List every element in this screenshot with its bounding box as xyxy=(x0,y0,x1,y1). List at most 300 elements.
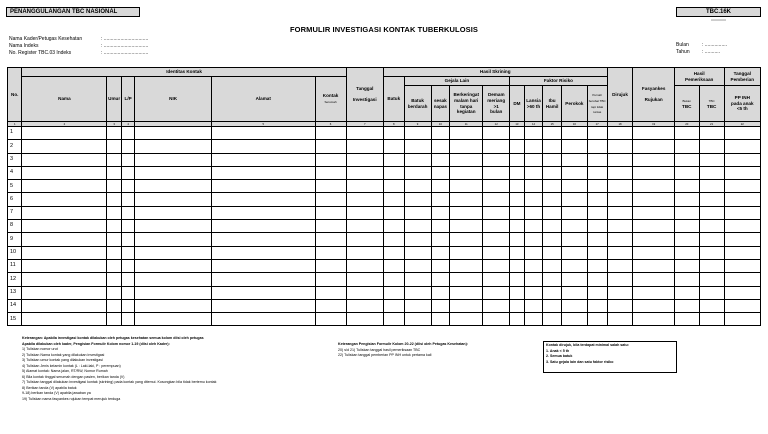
table-cell[interactable] xyxy=(450,206,483,219)
table-cell[interactable] xyxy=(22,140,107,153)
table-cell[interactable] xyxy=(346,313,383,326)
table-cell[interactable] xyxy=(587,180,607,193)
table-cell[interactable] xyxy=(346,166,383,179)
table-cell[interactable] xyxy=(510,313,524,326)
table-cell[interactable] xyxy=(315,233,346,246)
table-cell[interactable] xyxy=(633,153,674,166)
table-cell[interactable] xyxy=(22,259,107,272)
table-cell[interactable] xyxy=(404,220,431,233)
table-cell[interactable] xyxy=(315,299,346,312)
table-cell[interactable] xyxy=(543,193,562,206)
table-cell[interactable] xyxy=(561,313,587,326)
table-cell[interactable] xyxy=(121,246,134,259)
table-cell[interactable] xyxy=(404,180,431,193)
table-cell[interactable] xyxy=(524,193,543,206)
table-cell[interactable] xyxy=(315,193,346,206)
table-cell[interactable] xyxy=(135,206,212,219)
table-cell[interactable] xyxy=(211,127,315,140)
table-cell[interactable] xyxy=(135,220,212,233)
table-cell[interactable] xyxy=(674,193,699,206)
table-cell[interactable] xyxy=(22,220,107,233)
table-cell[interactable] xyxy=(22,166,107,179)
table-cell[interactable] xyxy=(543,127,562,140)
table-cell[interactable] xyxy=(699,166,724,179)
table-cell[interactable] xyxy=(674,313,699,326)
table-cell[interactable] xyxy=(431,286,450,299)
table-cell[interactable] xyxy=(561,206,587,219)
meta-field[interactable] xyxy=(9,43,189,50)
table-cell[interactable] xyxy=(483,286,510,299)
table-cell[interactable] xyxy=(346,246,383,259)
table-cell[interactable] xyxy=(724,180,760,193)
table-cell[interactable] xyxy=(211,193,315,206)
table-cell[interactable] xyxy=(543,273,562,286)
table-cell[interactable] xyxy=(431,166,450,179)
table-cell[interactable] xyxy=(107,273,121,286)
table-cell[interactable] xyxy=(587,246,607,259)
table-cell[interactable] xyxy=(121,220,134,233)
table-cell[interactable] xyxy=(383,259,404,272)
table-cell[interactable] xyxy=(404,313,431,326)
table-cell[interactable] xyxy=(587,193,607,206)
table-cell[interactable] xyxy=(674,299,699,312)
table-cell[interactable] xyxy=(510,206,524,219)
table-cell[interactable] xyxy=(607,273,633,286)
table-cell[interactable] xyxy=(22,180,107,193)
table-cell[interactable] xyxy=(315,127,346,140)
table-cell[interactable] xyxy=(510,180,524,193)
table-cell[interactable] xyxy=(431,127,450,140)
table-cell[interactable] xyxy=(607,259,633,272)
table-cell[interactable] xyxy=(587,153,607,166)
table-cell[interactable] xyxy=(383,127,404,140)
table-cell[interactable] xyxy=(483,206,510,219)
table-cell[interactable] xyxy=(587,299,607,312)
table-cell[interactable] xyxy=(107,299,121,312)
table-cell[interactable] xyxy=(404,127,431,140)
table-cell[interactable] xyxy=(633,166,674,179)
table-cell[interactable] xyxy=(121,180,134,193)
table-cell[interactable] xyxy=(107,286,121,299)
table-cell[interactable] xyxy=(510,259,524,272)
table-cell[interactable] xyxy=(404,140,431,153)
table-cell[interactable] xyxy=(633,127,674,140)
table-cell[interactable] xyxy=(135,273,212,286)
table-cell[interactable] xyxy=(543,286,562,299)
table-cell[interactable] xyxy=(561,127,587,140)
table-cell[interactable] xyxy=(346,140,383,153)
table-cell[interactable] xyxy=(383,273,404,286)
table-cell[interactable] xyxy=(607,193,633,206)
table-cell[interactable] xyxy=(607,286,633,299)
table-cell[interactable] xyxy=(674,220,699,233)
table-cell[interactable] xyxy=(674,140,699,153)
table-cell[interactable] xyxy=(431,299,450,312)
table-cell[interactable] xyxy=(107,220,121,233)
table-cell[interactable] xyxy=(121,286,134,299)
table-cell[interactable] xyxy=(543,153,562,166)
table-cell[interactable] xyxy=(211,180,315,193)
table-cell[interactable] xyxy=(211,233,315,246)
table-cell[interactable] xyxy=(383,153,404,166)
table-cell[interactable] xyxy=(699,273,724,286)
table-cell[interactable] xyxy=(607,299,633,312)
table-cell[interactable] xyxy=(607,166,633,179)
table-cell[interactable] xyxy=(315,180,346,193)
table-cell[interactable] xyxy=(450,193,483,206)
table-cell[interactable] xyxy=(431,273,450,286)
table-cell[interactable] xyxy=(107,127,121,140)
table-cell[interactable] xyxy=(121,153,134,166)
table-cell[interactable] xyxy=(724,273,760,286)
table-cell[interactable] xyxy=(699,206,724,219)
table-cell[interactable] xyxy=(483,246,510,259)
table-cell[interactable] xyxy=(724,246,760,259)
table-cell[interactable] xyxy=(346,299,383,312)
table-cell[interactable] xyxy=(121,193,134,206)
table-cell[interactable] xyxy=(121,273,134,286)
table-cell[interactable] xyxy=(135,246,212,259)
table-cell[interactable] xyxy=(510,273,524,286)
table-cell[interactable] xyxy=(674,246,699,259)
table-cell[interactable] xyxy=(483,313,510,326)
table-cell[interactable] xyxy=(674,273,699,286)
table-cell[interactable] xyxy=(107,313,121,326)
table-cell[interactable] xyxy=(543,166,562,179)
table-cell[interactable] xyxy=(561,220,587,233)
table-cell[interactable] xyxy=(561,259,587,272)
table-cell[interactable] xyxy=(607,180,633,193)
table-cell[interactable] xyxy=(431,313,450,326)
table-cell[interactable] xyxy=(431,180,450,193)
table-cell[interactable] xyxy=(483,140,510,153)
table-cell[interactable] xyxy=(450,220,483,233)
table-cell[interactable] xyxy=(561,140,587,153)
table-cell[interactable] xyxy=(22,313,107,326)
table-cell[interactable] xyxy=(587,220,607,233)
table-cell[interactable] xyxy=(524,286,543,299)
table-cell[interactable] xyxy=(483,153,510,166)
table-cell[interactable] xyxy=(483,193,510,206)
table-cell[interactable] xyxy=(607,153,633,166)
table-cell[interactable] xyxy=(524,153,543,166)
table-cell[interactable] xyxy=(607,246,633,259)
table-cell[interactable] xyxy=(135,180,212,193)
table-cell[interactable] xyxy=(107,140,121,153)
table-cell[interactable] xyxy=(107,193,121,206)
table-cell[interactable] xyxy=(607,220,633,233)
table-cell[interactable] xyxy=(404,246,431,259)
table-cell[interactable] xyxy=(633,259,674,272)
table-cell[interactable] xyxy=(383,313,404,326)
table-cell[interactable] xyxy=(587,166,607,179)
table-cell[interactable] xyxy=(674,127,699,140)
table-cell[interactable] xyxy=(543,246,562,259)
table-cell[interactable] xyxy=(543,259,562,272)
table-cell[interactable] xyxy=(524,273,543,286)
table-cell[interactable] xyxy=(724,193,760,206)
table-cell[interactable] xyxy=(315,206,346,219)
table-cell[interactable] xyxy=(561,180,587,193)
table-cell[interactable] xyxy=(22,206,107,219)
table-cell[interactable] xyxy=(699,193,724,206)
table-cell[interactable] xyxy=(346,220,383,233)
table-cell[interactable] xyxy=(587,313,607,326)
table-cell[interactable] xyxy=(22,273,107,286)
table-cell[interactable] xyxy=(483,259,510,272)
table-cell[interactable] xyxy=(346,180,383,193)
table-cell[interactable] xyxy=(211,273,315,286)
table-cell[interactable] xyxy=(699,220,724,233)
table-cell[interactable] xyxy=(561,273,587,286)
table-cell[interactable] xyxy=(699,140,724,153)
table-cell[interactable] xyxy=(633,313,674,326)
table-cell[interactable] xyxy=(315,273,346,286)
table-cell[interactable] xyxy=(211,286,315,299)
table-cell[interactable] xyxy=(450,153,483,166)
table-cell[interactable] xyxy=(431,206,450,219)
table-cell[interactable] xyxy=(383,140,404,153)
table-cell[interactable] xyxy=(346,286,383,299)
table-cell[interactable] xyxy=(346,259,383,272)
table-cell[interactable] xyxy=(587,140,607,153)
table-cell[interactable] xyxy=(543,206,562,219)
table-cell[interactable] xyxy=(633,180,674,193)
table-cell[interactable] xyxy=(135,313,212,326)
table-cell[interactable] xyxy=(211,299,315,312)
table-cell[interactable] xyxy=(674,166,699,179)
meta-field[interactable] xyxy=(9,50,189,57)
table-cell[interactable] xyxy=(315,220,346,233)
table-cell[interactable] xyxy=(674,206,699,219)
table-cell[interactable] xyxy=(699,259,724,272)
table-cell[interactable] xyxy=(211,153,315,166)
table-cell[interactable] xyxy=(587,233,607,246)
table-cell[interactable] xyxy=(107,180,121,193)
table-cell[interactable] xyxy=(633,193,674,206)
table-cell[interactable] xyxy=(561,286,587,299)
table-cell[interactable] xyxy=(22,127,107,140)
table-cell[interactable] xyxy=(121,313,134,326)
table-cell[interactable] xyxy=(543,220,562,233)
table-cell[interactable] xyxy=(674,153,699,166)
table-cell[interactable] xyxy=(543,140,562,153)
table-cell[interactable] xyxy=(483,220,510,233)
table-cell[interactable] xyxy=(699,153,724,166)
table-cell[interactable] xyxy=(121,166,134,179)
table-cell[interactable] xyxy=(633,233,674,246)
table-cell[interactable] xyxy=(699,313,724,326)
table-cell[interactable] xyxy=(674,259,699,272)
table-cell[interactable] xyxy=(315,166,346,179)
table-cell[interactable] xyxy=(674,180,699,193)
table-cell[interactable] xyxy=(524,206,543,219)
table-cell[interactable] xyxy=(211,206,315,219)
table-cell[interactable] xyxy=(724,259,760,272)
table-cell[interactable] xyxy=(431,233,450,246)
table-cell[interactable] xyxy=(211,166,315,179)
table-cell[interactable] xyxy=(699,286,724,299)
table-cell[interactable] xyxy=(483,273,510,286)
table-cell[interactable] xyxy=(450,246,483,259)
table-cell[interactable] xyxy=(524,220,543,233)
table-cell[interactable] xyxy=(543,313,562,326)
table-cell[interactable] xyxy=(543,299,562,312)
table-cell[interactable] xyxy=(404,233,431,246)
table-cell[interactable] xyxy=(724,206,760,219)
table-cell[interactable] xyxy=(315,259,346,272)
table-cell[interactable] xyxy=(724,140,760,153)
table-cell[interactable] xyxy=(383,299,404,312)
table-cell[interactable] xyxy=(699,233,724,246)
table-cell[interactable] xyxy=(404,286,431,299)
table-cell[interactable] xyxy=(346,193,383,206)
table-cell[interactable] xyxy=(724,220,760,233)
table-cell[interactable] xyxy=(107,246,121,259)
table-cell[interactable] xyxy=(587,286,607,299)
table-cell[interactable] xyxy=(561,193,587,206)
table-cell[interactable] xyxy=(561,299,587,312)
table-cell[interactable] xyxy=(431,259,450,272)
table-cell[interactable] xyxy=(524,246,543,259)
table-cell[interactable] xyxy=(450,233,483,246)
table-cell[interactable] xyxy=(211,220,315,233)
table-cell[interactable] xyxy=(510,286,524,299)
table-cell[interactable] xyxy=(450,140,483,153)
table-cell[interactable] xyxy=(107,153,121,166)
table-cell[interactable] xyxy=(22,246,107,259)
table-cell[interactable] xyxy=(450,166,483,179)
table-cell[interactable] xyxy=(450,273,483,286)
table-cell[interactable] xyxy=(699,246,724,259)
table-cell[interactable] xyxy=(22,193,107,206)
table-cell[interactable] xyxy=(383,180,404,193)
table-cell[interactable] xyxy=(510,166,524,179)
table-cell[interactable] xyxy=(404,206,431,219)
table-cell[interactable] xyxy=(674,233,699,246)
table-cell[interactable] xyxy=(135,193,212,206)
table-cell[interactable] xyxy=(633,286,674,299)
table-cell[interactable] xyxy=(633,140,674,153)
table-cell[interactable] xyxy=(315,140,346,153)
table-cell[interactable] xyxy=(699,299,724,312)
table-cell[interactable] xyxy=(383,166,404,179)
table-cell[interactable] xyxy=(383,193,404,206)
table-cell[interactable] xyxy=(135,233,212,246)
table-cell[interactable] xyxy=(483,233,510,246)
table-cell[interactable] xyxy=(135,140,212,153)
table-cell[interactable] xyxy=(450,127,483,140)
table-cell[interactable] xyxy=(346,206,383,219)
table-cell[interactable] xyxy=(404,259,431,272)
table-cell[interactable] xyxy=(121,140,134,153)
table-cell[interactable] xyxy=(607,206,633,219)
table-cell[interactable] xyxy=(724,127,760,140)
table-cell[interactable] xyxy=(524,127,543,140)
table-cell[interactable] xyxy=(107,206,121,219)
table-cell[interactable] xyxy=(22,299,107,312)
table-cell[interactable] xyxy=(483,127,510,140)
table-cell[interactable] xyxy=(107,233,121,246)
table-cell[interactable] xyxy=(674,286,699,299)
table-cell[interactable] xyxy=(450,299,483,312)
table-cell[interactable] xyxy=(607,140,633,153)
table-cell[interactable] xyxy=(404,273,431,286)
table-cell[interactable] xyxy=(510,233,524,246)
table-cell[interactable] xyxy=(524,166,543,179)
table-cell[interactable] xyxy=(346,153,383,166)
table-cell[interactable] xyxy=(587,273,607,286)
table-cell[interactable] xyxy=(135,286,212,299)
table-cell[interactable] xyxy=(633,246,674,259)
table-cell[interactable] xyxy=(211,140,315,153)
table-cell[interactable] xyxy=(107,166,121,179)
table-cell[interactable] xyxy=(450,259,483,272)
table-cell[interactable] xyxy=(450,286,483,299)
table-cell[interactable] xyxy=(22,233,107,246)
meta-field[interactable] xyxy=(9,36,189,43)
table-cell[interactable] xyxy=(587,259,607,272)
table-cell[interactable] xyxy=(121,206,134,219)
table-cell[interactable] xyxy=(135,153,212,166)
table-cell[interactable] xyxy=(346,127,383,140)
table-cell[interactable] xyxy=(724,153,760,166)
table-cell[interactable] xyxy=(383,233,404,246)
table-cell[interactable] xyxy=(450,313,483,326)
table-cell[interactable] xyxy=(607,127,633,140)
table-cell[interactable] xyxy=(510,299,524,312)
table-cell[interactable] xyxy=(383,206,404,219)
table-cell[interactable] xyxy=(633,273,674,286)
table-cell[interactable] xyxy=(450,180,483,193)
table-cell[interactable] xyxy=(135,166,212,179)
table-cell[interactable] xyxy=(607,313,633,326)
table-cell[interactable] xyxy=(561,233,587,246)
table-cell[interactable] xyxy=(633,206,674,219)
table-cell[interactable] xyxy=(561,246,587,259)
table-cell[interactable] xyxy=(404,166,431,179)
table-cell[interactable] xyxy=(404,299,431,312)
table-cell[interactable] xyxy=(431,220,450,233)
table-cell[interactable] xyxy=(315,313,346,326)
table-cell[interactable] xyxy=(483,166,510,179)
table-cell[interactable] xyxy=(121,259,134,272)
table-cell[interactable] xyxy=(135,259,212,272)
table-cell[interactable] xyxy=(561,166,587,179)
table-cell[interactable] xyxy=(346,233,383,246)
table-cell[interactable] xyxy=(135,299,212,312)
table-cell[interactable] xyxy=(633,220,674,233)
table-cell[interactable] xyxy=(121,127,134,140)
table-cell[interactable] xyxy=(404,193,431,206)
table-cell[interactable] xyxy=(22,286,107,299)
table-cell[interactable] xyxy=(211,246,315,259)
table-cell[interactable] xyxy=(607,233,633,246)
table-cell[interactable] xyxy=(211,313,315,326)
table-cell[interactable] xyxy=(724,233,760,246)
table-cell[interactable] xyxy=(587,127,607,140)
table-cell[interactable] xyxy=(510,246,524,259)
table-cell[interactable] xyxy=(699,180,724,193)
table-cell[interactable] xyxy=(633,299,674,312)
table-cell[interactable] xyxy=(121,233,134,246)
table-cell[interactable] xyxy=(211,259,315,272)
table-cell[interactable] xyxy=(543,180,562,193)
table-cell[interactable] xyxy=(315,153,346,166)
meta-field[interactable] xyxy=(676,49,764,56)
table-cell[interactable] xyxy=(510,193,524,206)
table-cell[interactable] xyxy=(543,233,562,246)
